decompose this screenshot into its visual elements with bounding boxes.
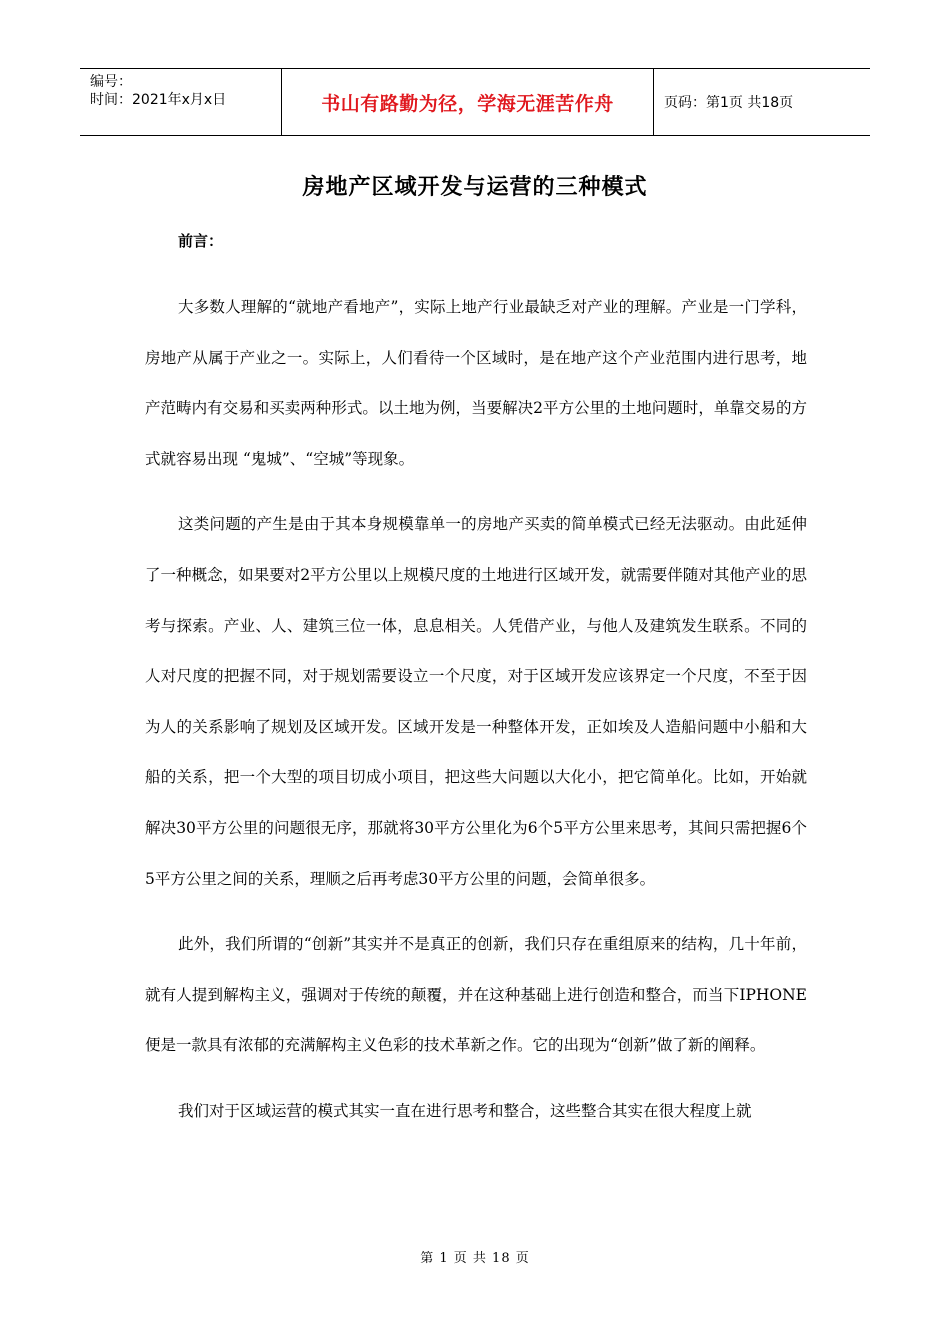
- document-number-label: 编号：: [90, 74, 132, 90]
- paragraph: 我们对于区域运营的模式其实一直在进行思考和整合，这些整合其实在很大程度上就: [178, 1101, 752, 1120]
- header-motto-cell: [281, 69, 654, 135]
- header-page-cell: [654, 69, 870, 135]
- document-title: 房地产区域开发与运营的三种模式: [302, 174, 648, 200]
- paragraph: 大多数人理解的“就地产看地产”，实际上地产行业最缺乏对产业的理解。产业是一门学科，房地产从属于产业之一。实际上，人们看待一个区域时，是在地产这个产业范围内进行思考，地产范畴内有交易和买卖两种形式。以土地为例，当要解决2平方公里的土地问题时，单靠交易的方式就容易出现 “鬼城”、“空城”等现象。: [145, 298, 807, 468]
- paragraph: 此外，我们所谓的“创新”其实并不是真正的创新，我们只存在重组原来的结构，几十年前，就有人提到解构主义，强调对于传统的颠覆，并在这种基础上进行创造和整合，而当下IPHONE便是一款具有浓郁的充满解构主义色彩的技术革新之作。它的出现为“创新”做了新的阐释。: [145, 935, 807, 1055]
- header-meta-cell: [80, 69, 281, 135]
- body-text: [145, 282, 807, 1152]
- header-page-info: 页码：第1页 共18页: [664, 95, 794, 111]
- motto-text: 书山有路勤为径，学海无涯苦作舟: [321, 92, 614, 115]
- paragraph: 这类问题的产生是由于其本身规模靠单一的房地产买卖的简单模式已经无法驱动。由此延伸了一种概念，如果要对2平方公里以上规模尺度的土地进行区域开发，就需要伴随对其他产业的思考与探索。产业、人、建筑三位一体，息息相关。人凭借产业，与他人及建筑发生联系。不同的人对尺度的把握不同，对于规划需要设立一个尺度，对于区域开发应该界定一个尺度，不至于因为人的关系影响了规划及区域开发。区域开发是一种整体开发，正如埃及人造船问题中小船和大船的关系，把一个大型的项目切成小项目，把这些大问题以大化小，把它简单化。比如，开始就解决30平方公里的问题很无序，那就将30平方公里化为6个5平方公里来思考，其间只需把握6个5平方公里之间的关系，理顺之后再考虑30平方公里的问题，会简单很多。: [145, 515, 807, 888]
- preface-label: 前言：: [178, 232, 224, 250]
- page-footer: 第 1 页 共 18 页: [420, 1251, 530, 1266]
- document-date: 时间：2021年x月x日: [90, 92, 227, 108]
- header-table: [80, 68, 870, 136]
